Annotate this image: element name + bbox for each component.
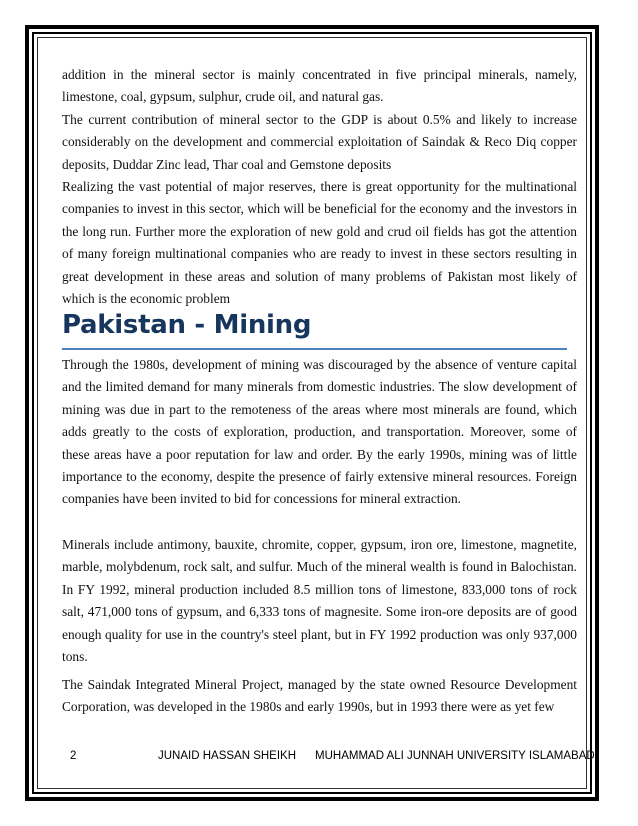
paragraph-mineral-sector: addition in the mineral sector is mainly concentrated in five principal minerals, namely, limestone, coal, gypsum, sulphur, crude oil, and natural gas.	[62, 67, 577, 105]
paragraph-saindak: The Saindak Integrated Mineral Project, managed by the state owned Resource Development Corporation, was developed in the 1980s and early 1990s, but in 1993 there were as yet few	[62, 677, 577, 715]
heading-underline	[62, 348, 567, 350]
paragraph-minerals-list: Minerals include antimony, bauxite, chromite, copper, gypsum, iron ore, limestone, magnetite, marble, molybdenum, rock salt, and sulfur. Much of the mineral wealth is found in Balochistan. In FY 1992, mineral production included 8.5 million tons of limestone, 833,000 tons of rock salt, 471,000 tons of gypsum, and 6,333 tons of magnesite. Some iron-ore deposits are of good enough quality for use in the country's steel plant, but in FY 1992 production was only 937,000 tons.	[62, 537, 577, 665]
paragraph-gdp-contribution: The current contribution of mineral sector to the GDP is about 0.5% and likely to increase considerably on the development and commercial exploitation of Saindak & Reco Diq copper deposits, Duddar Zinc lead, Thar coal and Gemstone deposits	[62, 112, 577, 172]
footer-author: JUNAID HASSAN SHEIKH	[158, 750, 297, 762]
section-heading: Pakistan - Mining	[62, 310, 312, 340]
paragraph-1980s-mining: Through the 1980s, development of mining was discouraged by the absence of venture capital and the limited demand for many minerals from domestic industries. The slow development of mining was due in part to the remoteness of the areas where most minerals are found, which adds greatly to the costs of exploration, production, and transportation. Moreover, some of these areas have a poor reputation for law and order. By the early 1990s, mining was of little importance to the economy, despite the presence of fairly extensive mineral resources. Foreign companies have been invited to bid for concessions for mineral extraction.	[62, 357, 577, 507]
footer-page-number: 2	[70, 750, 77, 762]
paragraph-opportunity: Realizing the vast potential of major reserves, there is great opportunity for the multinational companies to invest in this sector, which will be beneficial for the economy and the investors in the long run. Further more the exploration of new gold and crud oil fields has got the attention of many foreign multinational companies who are ready to invest in these sectors resulting in great development in these areas and solution of many problems of Pakistan most likely of which is the economic problem	[62, 179, 577, 307]
footer-institution: MUHAMMAD ALI JUNNAH UNIVERSITY ISLAMABAD	[315, 750, 595, 762]
